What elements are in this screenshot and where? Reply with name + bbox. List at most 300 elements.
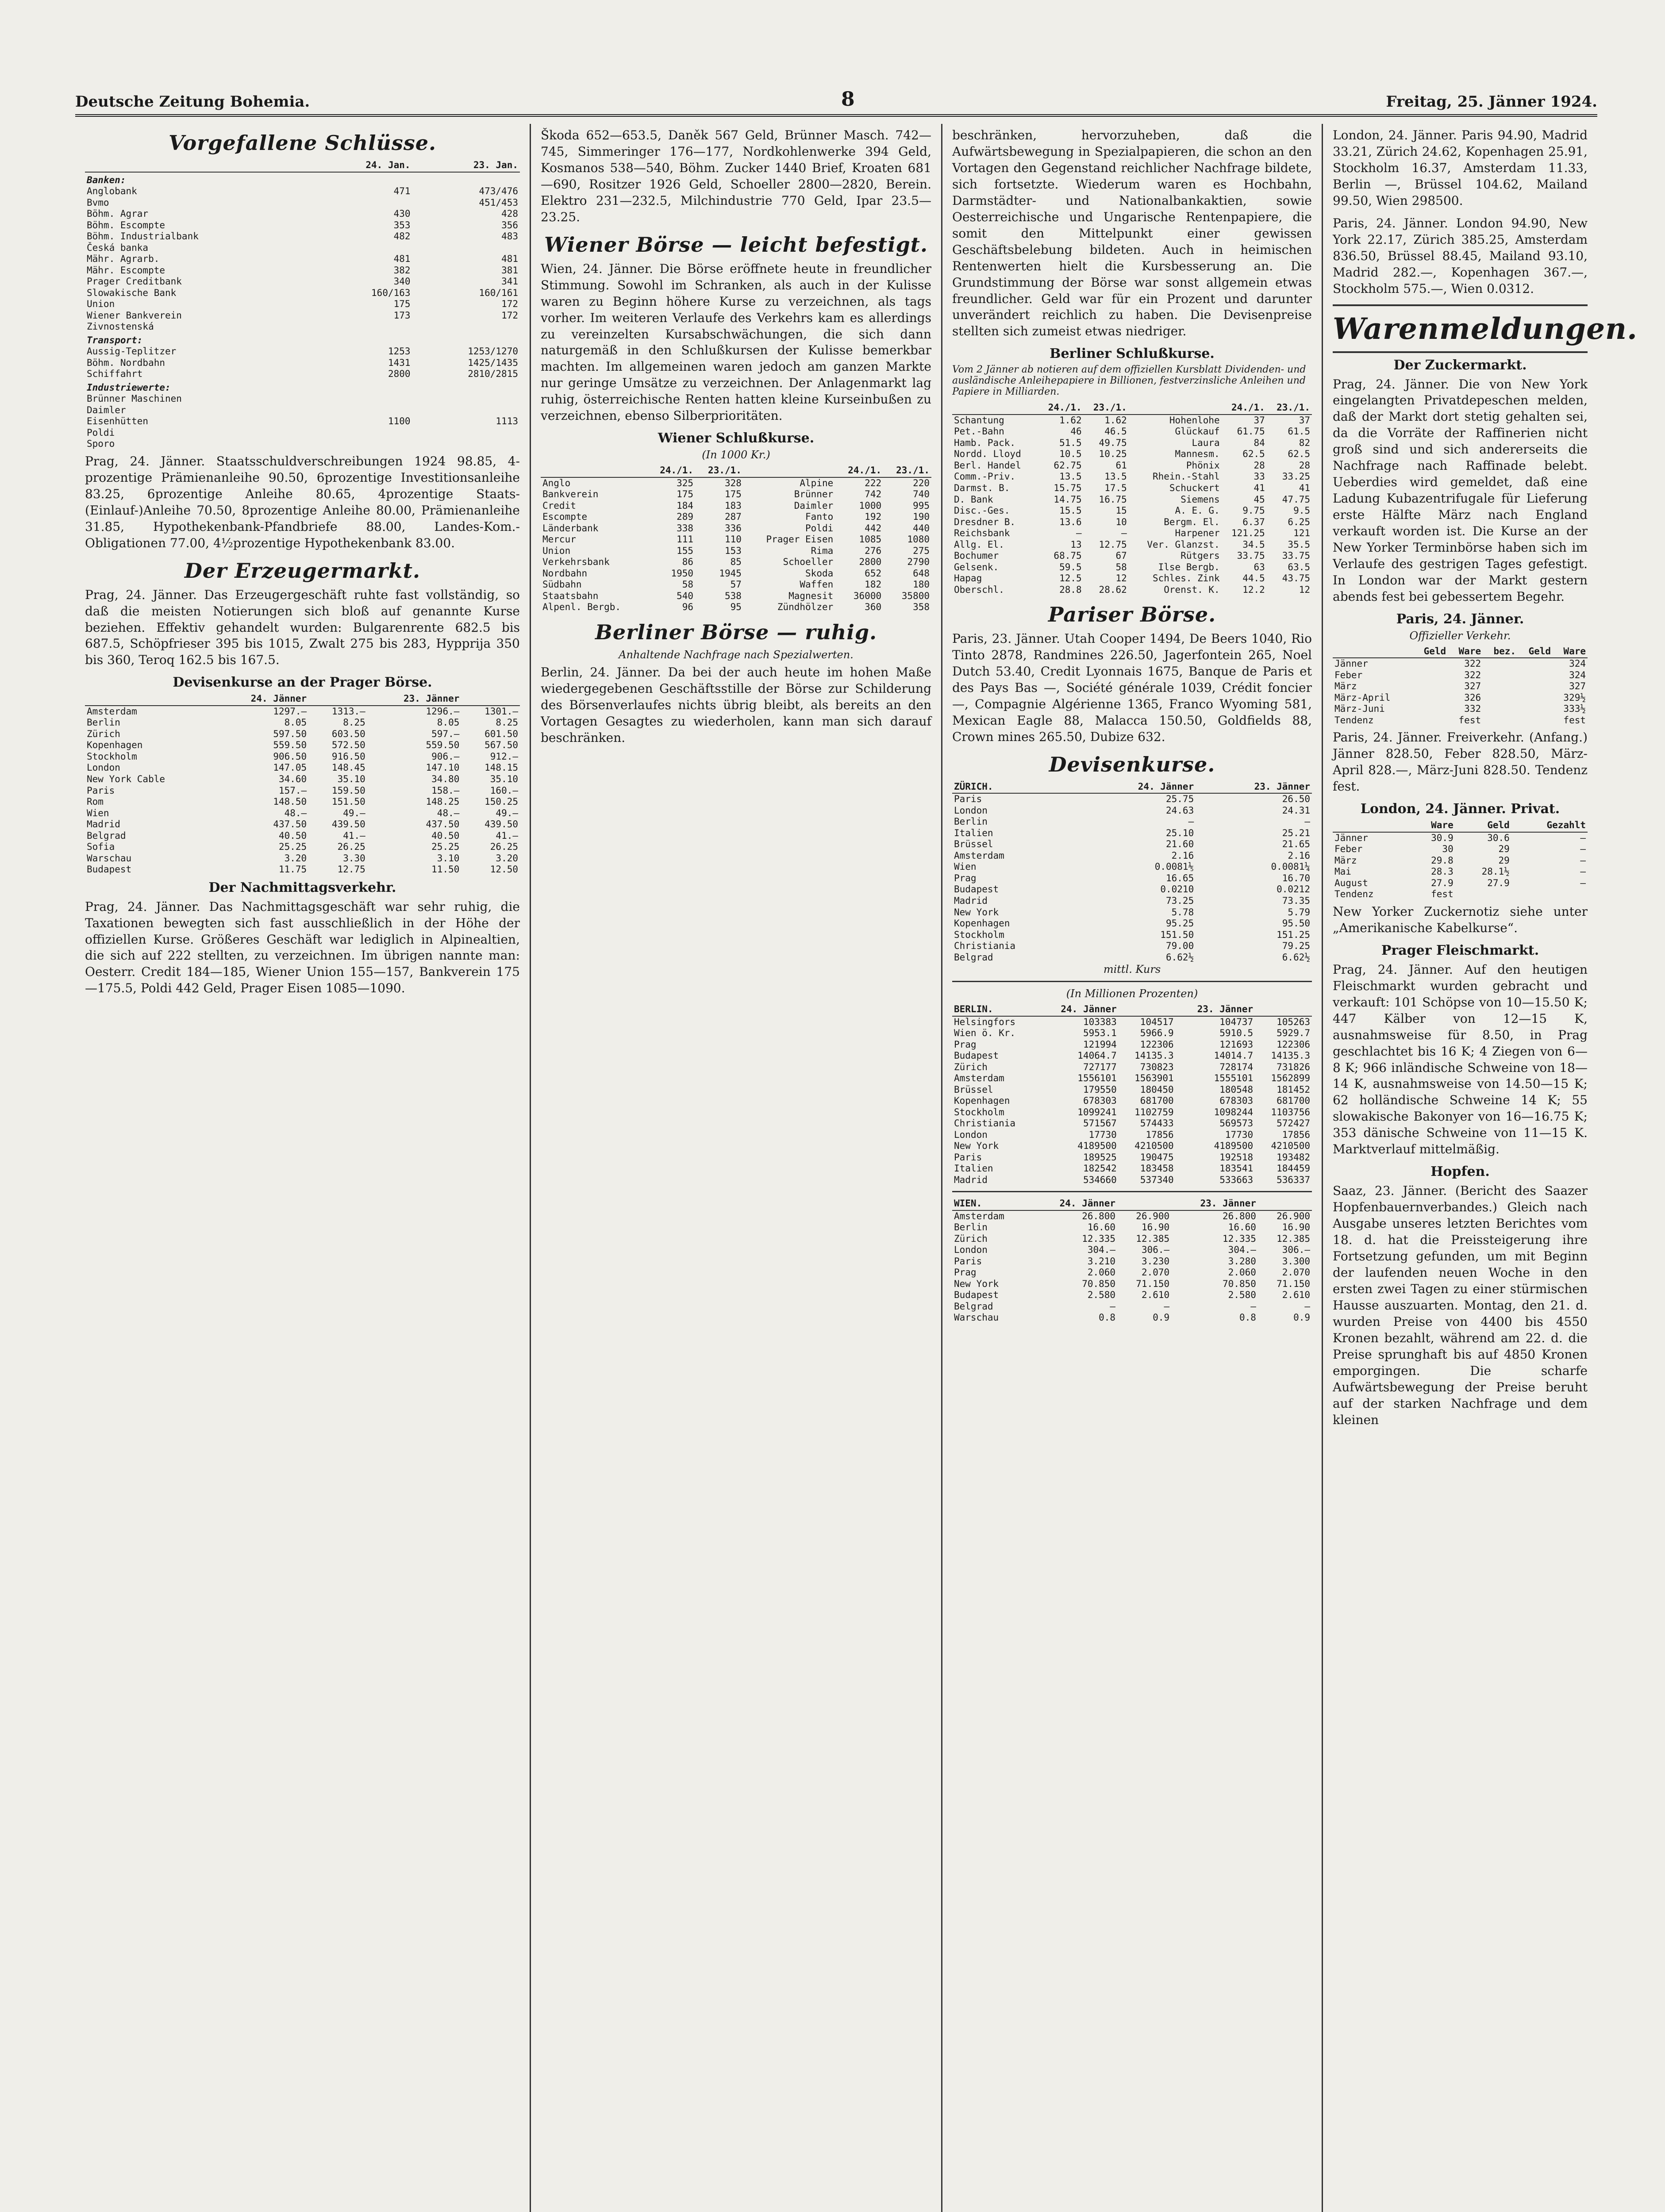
table-cell	[315, 242, 412, 254]
table-cell: 68.75	[1054, 550, 1082, 561]
table-row	[85, 197, 520, 209]
column-header: 24. Jänner	[1079, 781, 1196, 794]
table-cell: —	[1304, 1301, 1310, 1312]
table-cell: 0.8	[1239, 1312, 1256, 1323]
table-cell: Mähr. Agrarb.	[87, 253, 160, 265]
table-cell: 4189500	[1077, 1141, 1117, 1152]
column-header	[85, 159, 315, 172]
table-cell: Rima	[811, 545, 834, 556]
section-title-schluesse: Vorgefallene Schlüsse.	[168, 131, 437, 155]
table-cell: 534660	[1083, 1174, 1117, 1185]
table-cell: 536337	[1277, 1174, 1310, 1185]
table-cell: 3.210	[1087, 1256, 1116, 1267]
column-header	[1119, 1003, 1176, 1016]
table-row	[541, 602, 931, 613]
table-cell: 333½	[1563, 703, 1586, 714]
table-row	[85, 242, 520, 254]
column-header: Geld	[1413, 645, 1448, 658]
table-row	[952, 1163, 1312, 1175]
table-cell: 4210500	[1271, 1141, 1310, 1152]
table-row	[85, 785, 520, 797]
table-cell: 86	[682, 557, 694, 568]
column-header: 23./1.	[1084, 402, 1129, 415]
table-cell: Ver. Glanzst.	[1147, 539, 1220, 550]
table-cell: 6.62½	[1282, 952, 1310, 963]
table-row	[952, 494, 1312, 506]
table-cell: Glückauf	[1175, 426, 1220, 437]
table-cell: 148.25	[426, 796, 460, 807]
table-cell: Böhm. Agrar	[87, 208, 149, 219]
table-cell: —	[1076, 528, 1082, 539]
wien-devisen-table	[952, 1198, 1312, 1324]
table-cell: 27.9	[1431, 877, 1454, 888]
table-row	[952, 1073, 1312, 1084]
table-cell	[412, 242, 520, 254]
table-cell: Magnesit	[788, 590, 834, 601]
section-title-wiener-schlusskurse: Wiener Schlußkurse.	[658, 430, 815, 446]
table-row	[952, 426, 1312, 438]
table-cell: 1425/1435	[468, 357, 518, 368]
table-cell: 2.070	[1141, 1267, 1170, 1278]
table-cell: Berlin	[87, 717, 120, 728]
section-title-devisenkurse-prag: Devisenkurse an der Prager Börse.	[173, 675, 432, 691]
table-cell: Länderbank	[542, 522, 599, 534]
table-row	[952, 1084, 1312, 1096]
table-cell: 451/453	[479, 197, 518, 208]
column-header: Geld	[1518, 645, 1553, 658]
table-cell: 29	[1498, 844, 1510, 855]
table-row	[952, 1279, 1312, 1290]
table-cell: Schoeller	[783, 557, 834, 568]
table-cell: 28.3	[1431, 866, 1454, 877]
table-row	[85, 706, 520, 718]
table-row	[85, 841, 520, 853]
table-cell: 30	[1442, 844, 1454, 855]
table-cell: 2.580	[1228, 1290, 1256, 1301]
table-cell	[1483, 670, 1518, 681]
table-cell	[412, 438, 520, 450]
table-cell: 16.65	[1166, 872, 1194, 883]
table-cell: Böhm. Nordbahn	[87, 357, 165, 368]
table-cell	[1518, 703, 1553, 715]
table-cell: Feber	[1334, 844, 1363, 855]
table-cell	[1518, 658, 1553, 670]
table-cell: 16.60	[1087, 1222, 1116, 1233]
table-cell: 180	[913, 579, 930, 590]
column-header: 23./1.	[883, 465, 931, 477]
table-cell: 1103756	[1271, 1106, 1310, 1118]
table-row	[952, 573, 1312, 584]
berliner-boerse-subtitle: Anhaltende Nachfrage nach Spezialwerten.	[619, 648, 854, 661]
table-cell: 63	[1254, 561, 1265, 572]
table-cell: 41	[1254, 483, 1265, 493]
column-header: 24. Jan.	[315, 159, 412, 172]
table-cell: 2800	[859, 557, 882, 568]
table-cell: 304.—	[1228, 1244, 1256, 1256]
table-cell: Ilse Bergb.	[1158, 561, 1220, 572]
page-header	[75, 80, 1597, 117]
table-cell: —	[1110, 1301, 1116, 1312]
table-row	[952, 438, 1312, 449]
table-cell: 172	[501, 310, 518, 321]
table-cell: 121.25	[1231, 528, 1265, 539]
table-cell: 121994	[1083, 1039, 1117, 1050]
table-cell: 96	[682, 602, 694, 613]
table-cell: 5953.1	[1083, 1028, 1117, 1039]
section-title-fleischmarkt: Prager Fleischmarkt.	[1381, 942, 1539, 958]
table-cell: —	[1580, 844, 1586, 855]
column-header	[1258, 1198, 1312, 1210]
table-cell	[1511, 889, 1588, 900]
table-cell: Paris	[954, 794, 982, 805]
table-cell	[1483, 692, 1518, 704]
table-row	[1333, 703, 1588, 715]
table-row	[1333, 715, 1588, 726]
table-cell: 84	[1254, 437, 1265, 448]
table-cell: 79.25	[1282, 941, 1310, 952]
london-devisen-text: London, 24. Jänner. Paris 94.90, Madrid 33.21, Zürich 24.62, Kopenhagen 25.91, Stockholm 16.37, Amsterdam 11.33, Berlin —, Brüssel 104.62, Mailand 99.50, Wien 298500.	[1333, 128, 1588, 208]
table-row	[952, 1301, 1312, 1313]
table-cell: 1301.—	[485, 706, 518, 717]
table-cell: 104517	[1140, 1016, 1174, 1027]
table-cell: 40.50	[431, 830, 460, 841]
table-row	[85, 830, 520, 842]
table-cell	[315, 380, 412, 394]
table-cell: Schantung	[954, 415, 1004, 426]
table-cell: 559.50	[426, 740, 460, 751]
table-cell: Hohenlohe	[1169, 415, 1220, 426]
table-row	[1333, 878, 1588, 889]
table-cell: 17856	[1282, 1129, 1310, 1140]
table-cell: 2.070	[1282, 1267, 1310, 1278]
table-cell: A. E. G.	[1175, 505, 1220, 516]
table-cell: 35.5	[1288, 539, 1310, 550]
table-cell: 0.0081⅕	[1154, 861, 1194, 872]
table-cell: 35800	[901, 590, 930, 601]
table-row	[541, 523, 931, 534]
table-cell	[315, 197, 412, 209]
table-row	[1333, 866, 1588, 878]
table-cell	[315, 438, 412, 450]
table-cell: 16.70	[1282, 872, 1310, 883]
table-row	[85, 774, 520, 785]
table-cell: Daimler	[794, 500, 834, 511]
table-cell: 26.25	[337, 841, 365, 853]
table-cell: Sofia	[87, 841, 115, 853]
table-cell: 0.0212	[1277, 884, 1310, 895]
table-row	[85, 819, 520, 830]
table-cell: 192	[865, 511, 882, 522]
table-row	[952, 929, 1312, 941]
table-cell: 483	[501, 231, 518, 242]
table-cell: Allg. El.	[954, 539, 1004, 550]
column-header: 24./1.	[1038, 402, 1084, 415]
table-cell: 275	[913, 545, 930, 556]
table-cell: 35.10	[490, 773, 518, 784]
zuerich-table	[952, 781, 1312, 963]
column-header	[743, 465, 835, 477]
table-cell: Credit	[542, 500, 576, 511]
table-cell	[315, 333, 412, 346]
table-row	[952, 793, 1312, 805]
column-header	[1333, 645, 1413, 658]
hopfen-article: Saaz, 23. Jänner. (Bericht des Saazer Hopfenbauernverbandes.) Gleich nach Ausgabe unseres letzten Berichtes vom 18. d. hat die Preissteigerung ihre Fortsetzung gefunden, um mit Beginn der laufenden neuen Woche in den ersten zwei Tagen zu einer stürmischen Hausse auszuarten. Montag, den 21. d. wurden Preise von 4400 bis 4550 Kronen bezahlt, während am 22. d. die Preise sprunghaft bis auf 4850 Kronen emporgingen. Die scharfe Aufwärtsbewegung der Preise beruht auf der starken Nachfrage und dem kleinen	[1333, 1183, 1588, 1427]
table-cell: 33	[1254, 471, 1265, 482]
table-row	[952, 505, 1312, 517]
table-cell: 33.25	[1282, 471, 1310, 482]
table-row	[541, 545, 931, 557]
table-cell: 1562899	[1271, 1073, 1310, 1084]
table-cell	[412, 321, 520, 333]
table-cell: Sporo	[87, 438, 115, 449]
table-cell: Berlin	[954, 1222, 988, 1233]
table-cell: 1102759	[1134, 1106, 1174, 1118]
table-cell: 61.5	[1288, 426, 1310, 437]
table-cell: 652	[865, 568, 882, 579]
table-cell: 37	[1254, 415, 1265, 426]
table-row	[85, 438, 520, 450]
table-cell: 12.5	[1059, 573, 1082, 584]
column-header: 23. Jan.	[412, 159, 520, 172]
table-cell: 46	[1070, 426, 1082, 437]
table-cell: Alpine	[800, 477, 834, 488]
table-cell: 62.75	[1054, 460, 1082, 471]
table-cell: 103383	[1083, 1016, 1117, 1027]
table-cell: Schiffahrt	[87, 369, 143, 380]
table-row	[85, 762, 520, 774]
table-row	[85, 172, 520, 186]
table-cell: Union	[542, 545, 571, 556]
table-cell: Böhm. Industrialbank	[87, 231, 199, 242]
table-cell: 70.850	[1223, 1278, 1256, 1289]
table-cell: 0.9	[1293, 1312, 1310, 1323]
table-cell: Poldi	[805, 522, 834, 534]
table-cell: Christiania	[954, 1118, 1016, 1129]
column-header: 23./1.	[1267, 402, 1312, 415]
table-cell: Hapag	[954, 573, 982, 584]
table-cell: 147.10	[426, 762, 460, 773]
table-cell: 569573	[1219, 1118, 1254, 1129]
table-cell: 2790	[907, 557, 930, 568]
berliner-continuation: beschränken, hervorzuheben, daß die Aufwärtsbewegung in Spezialpapieren, die schon an den Vortagen den Gegenstand reichlicher Nachfrage bildete, sich fortsetzte. Wiederum waren es Hochbahn, Darmstädter- und Nationalbankaktien, sowie Oesterreichische und Ungarische Rentenpapiere, die somit den Mittelpunkt einer gewissen Geschäftsbelebung bildeten. Auch in heimischen Rentenwerten hielt die Kursbesserung an. Die Grundstimmung der Börse war sonst allgemein etwas freundlicher. Geld war für ein Prozent und darunter unverändert reichlich zu haben. Die Devisenpreise stellten sich zumeist etwas niedriger.	[952, 128, 1312, 339]
table-cell: 15	[1115, 505, 1127, 516]
table-row	[541, 500, 931, 512]
column-header: Gezahlt	[1511, 819, 1588, 832]
table-cell: 190475	[1140, 1152, 1174, 1163]
table-cell: 538	[724, 590, 742, 601]
table-cell: 25.10	[1166, 827, 1194, 838]
table-cell: März	[1334, 681, 1357, 692]
section-title-wiener-boerse: Wiener Börse — leicht befestigt.	[544, 232, 928, 257]
table-row	[952, 1016, 1312, 1028]
table-cell: 21.60	[1166, 839, 1194, 850]
table-cell: 85	[730, 557, 742, 568]
table-cell	[412, 405, 520, 416]
table-cell: 13.5	[1104, 471, 1127, 482]
table-cell: 37	[1299, 415, 1310, 426]
table-cell: Escompte	[542, 511, 588, 522]
table-cell: —	[1250, 1301, 1256, 1312]
table-cell	[1483, 715, 1518, 726]
table-cell: 34.5	[1242, 539, 1265, 550]
table-cell: 41.—	[496, 830, 518, 841]
table-cell: 183	[724, 500, 742, 511]
column-header: bez.	[1483, 645, 1518, 658]
table-cell: 46.5	[1104, 426, 1127, 437]
table-cell: Prager Eisen	[766, 534, 834, 545]
table-cell: 481	[501, 253, 518, 265]
table-cell: 341	[501, 276, 518, 287]
column-header: ZÜRICH.	[952, 781, 1079, 794]
table-cell: 25.25	[278, 841, 307, 853]
table-row	[85, 288, 520, 299]
column-header: 24. Jänner	[215, 693, 309, 706]
table-cell: 437.50	[273, 819, 307, 830]
table-cell: 0.8	[1099, 1312, 1116, 1323]
table-cell: Amsterdam	[954, 1210, 1004, 1221]
table-row	[952, 1129, 1312, 1141]
table-cell: Gelsenk.	[954, 561, 999, 572]
table-cell: 25.75	[1166, 794, 1194, 805]
table-row	[952, 1141, 1312, 1152]
table-cell: 567.50	[485, 740, 518, 751]
table-cell: 36000	[853, 590, 882, 601]
table-cell: fest	[1458, 714, 1481, 726]
table-row	[952, 528, 1312, 539]
column-header	[952, 402, 1038, 415]
table-cell: Berlin	[954, 816, 988, 827]
table-cell	[315, 427, 412, 439]
table-cell: 28	[1299, 460, 1310, 471]
table-cell: 360	[865, 602, 882, 613]
table-cell: 12.335	[1082, 1233, 1116, 1244]
table-cell: 276	[865, 545, 882, 556]
table-cell: 12.2	[1242, 584, 1265, 595]
table-cell: Hamb. Pack.	[954, 437, 1016, 448]
table-cell	[1483, 681, 1518, 692]
column-header: Ware	[1409, 819, 1455, 832]
table-cell: 14135.3	[1271, 1050, 1310, 1061]
table-cell: 1253/1270	[468, 346, 518, 357]
table-cell: 1555101	[1214, 1073, 1254, 1084]
table-cell: 71.150	[1277, 1278, 1310, 1289]
table-cell: 3.10	[437, 853, 460, 864]
table-cell: 111	[677, 534, 694, 545]
table-cell: 63.5	[1288, 561, 1310, 572]
table-cell: 473/476	[479, 186, 518, 197]
table-cell: 182542	[1083, 1163, 1117, 1174]
table-cell	[315, 321, 412, 333]
table-cell: 597.50	[273, 728, 307, 739]
table-cell: Slowakische Bank	[87, 287, 177, 298]
table-cell: —	[1580, 832, 1586, 843]
table-cell: 3.230	[1141, 1256, 1170, 1267]
table-cell: —	[1164, 1301, 1170, 1312]
table-cell: 1099241	[1077, 1106, 1117, 1118]
table-row	[952, 873, 1312, 884]
table-row	[952, 828, 1312, 839]
table-cell: Anglo	[542, 477, 571, 488]
table-cell: 40.50	[278, 830, 307, 841]
table-cell: 906.50	[273, 751, 307, 762]
table-cell: 183541	[1219, 1163, 1254, 1174]
table-cell: Stockholm	[87, 751, 137, 762]
divider	[952, 1191, 1312, 1192]
table-row	[1333, 832, 1588, 844]
table-cell: 327	[1464, 681, 1481, 692]
table-cell: 2.16	[1171, 850, 1194, 861]
table-cell: Mai	[1334, 866, 1351, 877]
table-cell: fest	[1563, 714, 1586, 726]
table-row	[952, 941, 1312, 952]
table-cell: 11.50	[431, 864, 460, 875]
table-cell: 2.060	[1228, 1267, 1256, 1278]
table-cell: —	[1188, 816, 1194, 827]
table-cell: 353	[393, 219, 411, 230]
table-cell: 1313.—	[331, 706, 365, 717]
table-cell: 12.385	[1136, 1233, 1170, 1244]
table-cell: 481	[393, 253, 411, 265]
table-row	[952, 517, 1312, 528]
table-row	[952, 839, 1312, 850]
table-cell: 12.75	[337, 864, 365, 875]
table-row	[952, 918, 1312, 929]
table-row	[85, 220, 520, 231]
table-row	[85, 427, 520, 439]
table-row	[952, 1175, 1312, 1186]
table-cell: 48.—	[284, 807, 307, 818]
masthead: Deutsche Zeitung Bohemia.	[75, 93, 310, 111]
table-cell: Budapest	[954, 884, 999, 895]
table-cell: 2800	[388, 369, 411, 380]
table-cell: Paris	[954, 1152, 982, 1163]
table-cell: Bvmo	[87, 197, 109, 208]
table-cell: 322	[1464, 658, 1481, 669]
berliner-schlusskurse-table	[952, 402, 1312, 595]
table-cell: 25.21	[1282, 827, 1310, 838]
london-zucker-table	[1333, 819, 1588, 900]
table-cell: 29.8	[1431, 855, 1454, 866]
table-row	[85, 310, 520, 322]
table-cell: 678303	[1083, 1095, 1117, 1106]
table-cell: 184459	[1277, 1163, 1310, 1174]
table-row	[952, 449, 1312, 460]
column-header: 23. Jänner	[1196, 781, 1312, 794]
table-cell: 12.50	[490, 864, 518, 875]
table-row	[952, 1152, 1312, 1164]
table-row	[952, 952, 1312, 964]
table-cell: —	[1304, 816, 1310, 827]
table-cell: 572.50	[331, 740, 365, 751]
table-cell: Rom	[87, 796, 104, 807]
table-cell: 0.0210	[1160, 884, 1194, 895]
table-cell: 1098244	[1214, 1106, 1254, 1118]
table-cell: 439.50	[331, 819, 365, 830]
table-cell: 306.—	[1282, 1244, 1310, 1256]
table-cell	[1413, 692, 1448, 704]
table-cell: 160.—	[490, 785, 518, 796]
table-cell: Paris	[87, 785, 115, 796]
table-cell: 24.63	[1166, 805, 1194, 816]
table-row	[952, 1210, 1312, 1222]
table-row	[85, 333, 520, 346]
table-row	[952, 1290, 1312, 1301]
table-row	[952, 805, 1312, 817]
table-cell: 182	[865, 579, 882, 590]
table-cell: 34.80	[431, 773, 460, 784]
table-cell	[1518, 692, 1553, 704]
table-cell: Aussig-Teplitzer	[87, 346, 177, 357]
